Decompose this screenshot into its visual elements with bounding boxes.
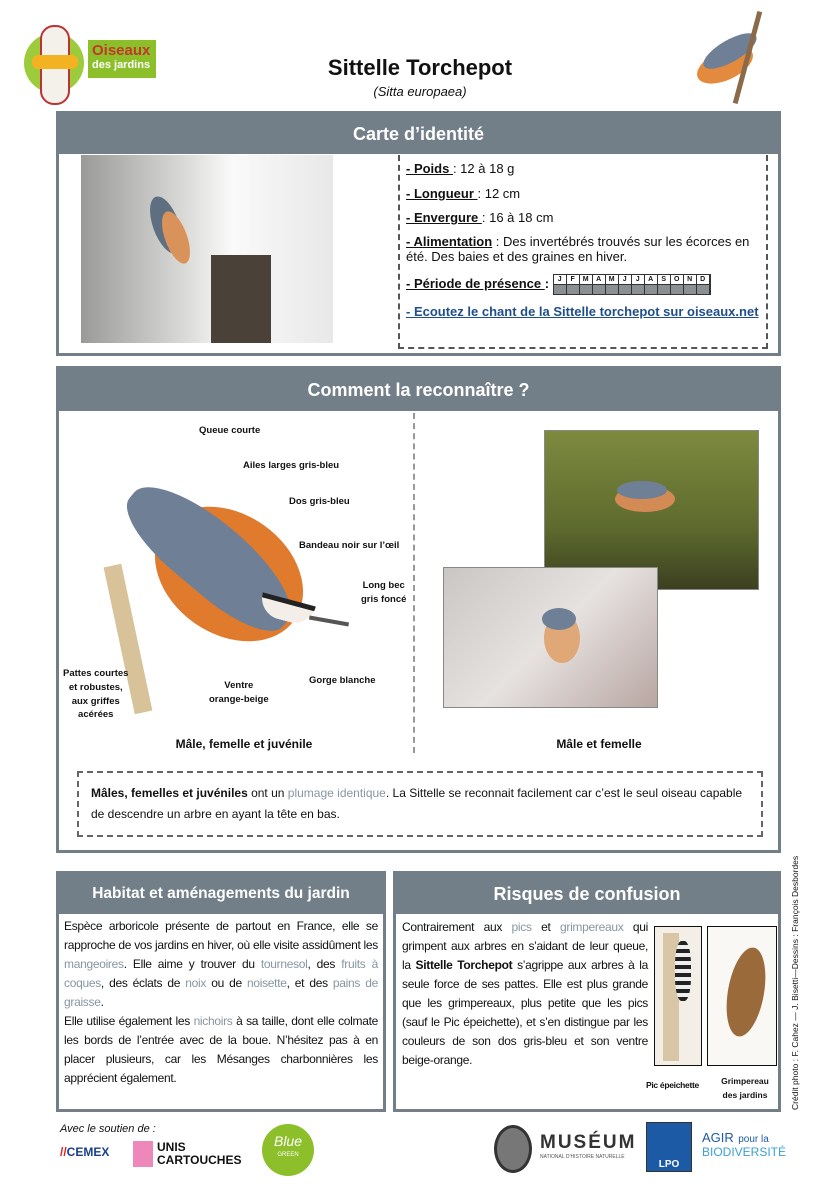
page-title: Sittelle Torchepot bbox=[327, 55, 513, 80]
lpo-logo: LPO bbox=[646, 1122, 692, 1172]
blue-green-logo: Blue GREEN bbox=[262, 1124, 314, 1176]
pic-epeichette-drawing bbox=[654, 926, 702, 1066]
unis-cartouches-logo: UNIS CARTOUCHES bbox=[133, 1141, 241, 1167]
recognize-header: Comment la reconnaître ? bbox=[59, 369, 778, 411]
plumage-note-box: Mâles, femelles et juvéniles ont un plumage identique. La Sittelle se reconnait facilement car c’est le seul oiseau capable de descendre un arbre en ayant la tête en bas. bbox=[77, 771, 763, 837]
oiseaux-des-jardins-logo: Oiseaux des jardins bbox=[18, 25, 158, 110]
presence-calendar: J F M A M J J A S O N D bbox=[553, 274, 711, 295]
recognize-section: Comment la reconnaître ? Queue courte Ailes larges gris-bleu Dos gris-bleu Bandeau noir sur l’œil Long bec gris foncé Gorge blanche Ventre orange-beige Pattes courtes et robustes, aux griffes acérées Mâle, femelle et juvénile Mâle et femelle Mâles, femelles et juvéniles ont un plumage identique. La Sittelle se reconnait facilement car c’est le seul oiseau capable de descendre un arbre en ayant la tête en bas. bbox=[56, 366, 781, 853]
nuthatch-photo-2 bbox=[443, 567, 658, 708]
photo-credit: Crédit photo : F. Cahez — J. Bisetti—Dessins : François Desbordes bbox=[790, 855, 800, 1110]
nuthatch-illustration bbox=[680, 5, 775, 105]
nuthatch-snow-photo bbox=[81, 155, 333, 343]
habitat-text: Espèce arboricole présente de partout en France, elle se rapproche de vos jardins en hiver, où elle visite assidûment les mangeoires. Elle aime y trouver du tournesol, des fruits à coques, des éclats de noix ou de noisette, et des pains de graisse. Elle utilise également les nichoirs à sa taille, dont elle colmate les bords de l’entrée avec de la boue. N’hésitez pas à en placer plusieurs, car les Mésanges charbonnières les apprécient également. bbox=[64, 919, 378, 1085]
caption-right: Mâle et femelle bbox=[556, 737, 642, 751]
caption-grimpereau: Grimpereau des jardins bbox=[721, 1076, 769, 1100]
cemex-logo: //CEMEX bbox=[60, 1145, 110, 1159]
longueur-row: - Longueur : 12 cm bbox=[406, 185, 521, 201]
poids-row: - Poids : 12 à 18 g bbox=[406, 161, 515, 176]
grimpereau-drawing bbox=[707, 926, 777, 1066]
nuthatch-photo-1 bbox=[544, 430, 759, 590]
scientific-name: (Sitta europaea) bbox=[373, 84, 467, 99]
support-label: Avec le soutien de : bbox=[60, 1123, 156, 1135]
habitat-section bbox=[56, 871, 386, 1112]
habitat-header: Habitat et aménagements du jardin bbox=[59, 874, 383, 914]
envergure-row: - Envergure : 16 à 18 cm bbox=[406, 210, 554, 226]
identity-card-section bbox=[56, 111, 781, 356]
museum-seal bbox=[494, 1125, 532, 1173]
column-divider bbox=[413, 413, 415, 753]
label-bec: Long bec gris foncé bbox=[361, 580, 407, 605]
caption-pic: Pic épeichette bbox=[646, 1080, 699, 1090]
identity-info-box bbox=[398, 155, 768, 349]
confusion-header: Risques de confusion bbox=[396, 874, 778, 914]
agir-biodiversite-logo: AGIR pour la BIODIVERSITÉ bbox=[702, 1130, 787, 1159]
caption-left: Mâle, femelle et juvénile bbox=[175, 737, 313, 751]
alimentation-row: - Alimentation : Des invertébrés trouvés sur les écorces en été. Des baies et des graines en hiver. bbox=[406, 233, 750, 264]
museum-logo: MUSÉUM NATIONAL D’HISTOIRE NATURELLE bbox=[540, 1132, 637, 1160]
label-pattes: Pattes courtes et robustes, aux griffes acérées bbox=[63, 668, 129, 721]
label-ventre: Ventre orange-beige bbox=[209, 680, 269, 705]
periode-row: - Période de présence : J F M A M J J A S O N D bbox=[406, 274, 760, 295]
confusion-text: Contrairement aux pics et grimpereaux qui grimpent aux arbres en s’aidant de leur queue, la Sittelle Torchepot s’agrippe aux arbres à la seule force de ses pattes. Elle est plus grande que les grimpereaux, plus petite que les pics (sauf le Pic épeichette), et s’en distingue par les couleurs de son dos gris-bleu et son ventre beige-orange. bbox=[402, 920, 648, 1067]
identity-card-header: Carte d’identité bbox=[59, 114, 778, 154]
confusion-section bbox=[393, 871, 781, 1112]
song-link[interactable]: - Ecoutez le chant de la Sittelle torchepot sur oiseaux.net bbox=[406, 303, 759, 319]
